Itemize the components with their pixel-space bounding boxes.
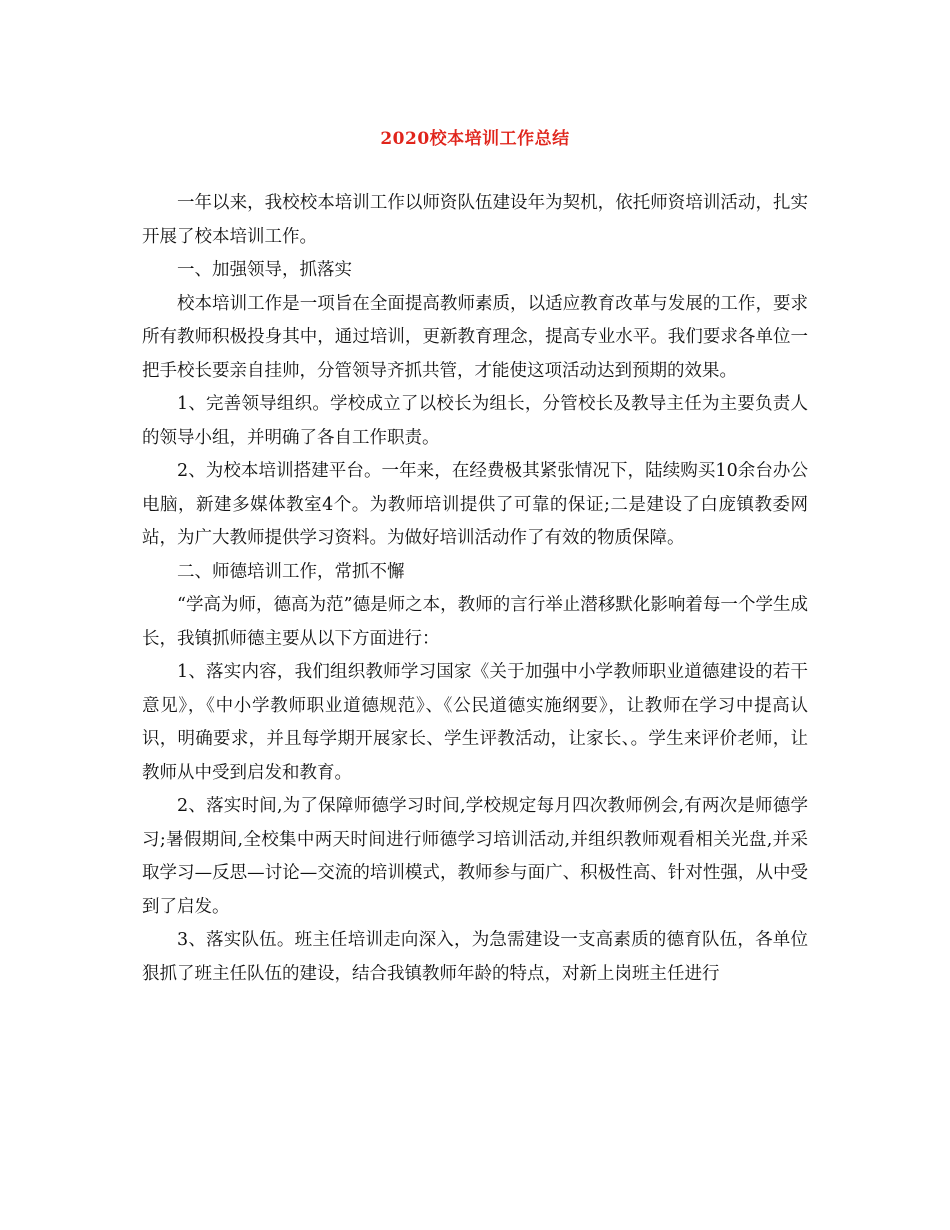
- paragraph-item-2-1: 1、落实内容，我们组织教师学习国家《关于加强中小学教师职业道德建设的若干意见》，《中小学教师职业道德规范》、《公民道德实施纲要》，让教师在学习中提高认识，明确要求，并且每学期开展家长、学生评教活动，让家长、。学生来评价老师，让教师从中受到启发和教育。: [142, 662, 808, 783]
- paragraph-intro: 一年以来，我校校本培训工作以师资队伍建设年为契机，依托师资培训活动，扎实开展了校本培训工作。: [142, 193, 808, 247]
- paragraph-item-2-2: 2、落实时间,为了保障师德学习时间,学校规定每月四次教师例会,有两次是师德学习;暑假期间,全校集中两天时间进行师德学习培训活动,并组织教师观看相关光盘,并采取学习—反思—讨论—交流的培训模式，教师参与面广、积极性高、针对性强，从中受到了启发。: [142, 796, 808, 917]
- paragraph-item-1-2: 2、为校本培训搭建平台。一年来，在经费极其紧张情况下，陆续购买10余台办公电脑，新建多媒体教室4个。为教师培训提供了可靠的保证;二是建设了白庞镇教委网站，为广大教师提供学习资料。为做好培训活动作了有效的物质保障。: [142, 461, 808, 548]
- paragraph-item-2-3: 3、落实队伍。班主任培训走向深入，为急需建设一支高素质的德育队伍，各单位狠抓了班主任队伍的建设，结合我镇教师年龄的特点，对新上岗班主任进行: [142, 930, 808, 984]
- paragraph-section-2: “学高为师，德高为范”德是师之本，教师的言行举止潜移默化影响着每一个学生成长，我镇抓师德主要从以下方面进行：: [142, 595, 808, 649]
- section-heading-2: 二、师德培训工作，常抓不懈: [177, 561, 405, 582]
- paragraph-section-1: 校本培训工作是一项旨在全面提高教师素质，以适应教育改革与发展的工作，要求所有教师积极投身其中，通过培训，更新教育理念，提高专业水平。我们要求各单位一把手校长要亲自挂帅，分管领导齐抓共管，才能使这项活动达到预期的效果。: [142, 293, 808, 381]
- paragraph-item-1-1: 1、完善领导组织。学校成立了以校长为组长，分管校长及教导主任为主要负责人的领导小组，并明确了各自工作职责。: [142, 394, 808, 448]
- section-heading-1: 一、加强领导，抓落实: [177, 260, 352, 280]
- document-title: 2020校本培训工作总结: [380, 129, 570, 149]
- document-body: [142, 187, 808, 991]
